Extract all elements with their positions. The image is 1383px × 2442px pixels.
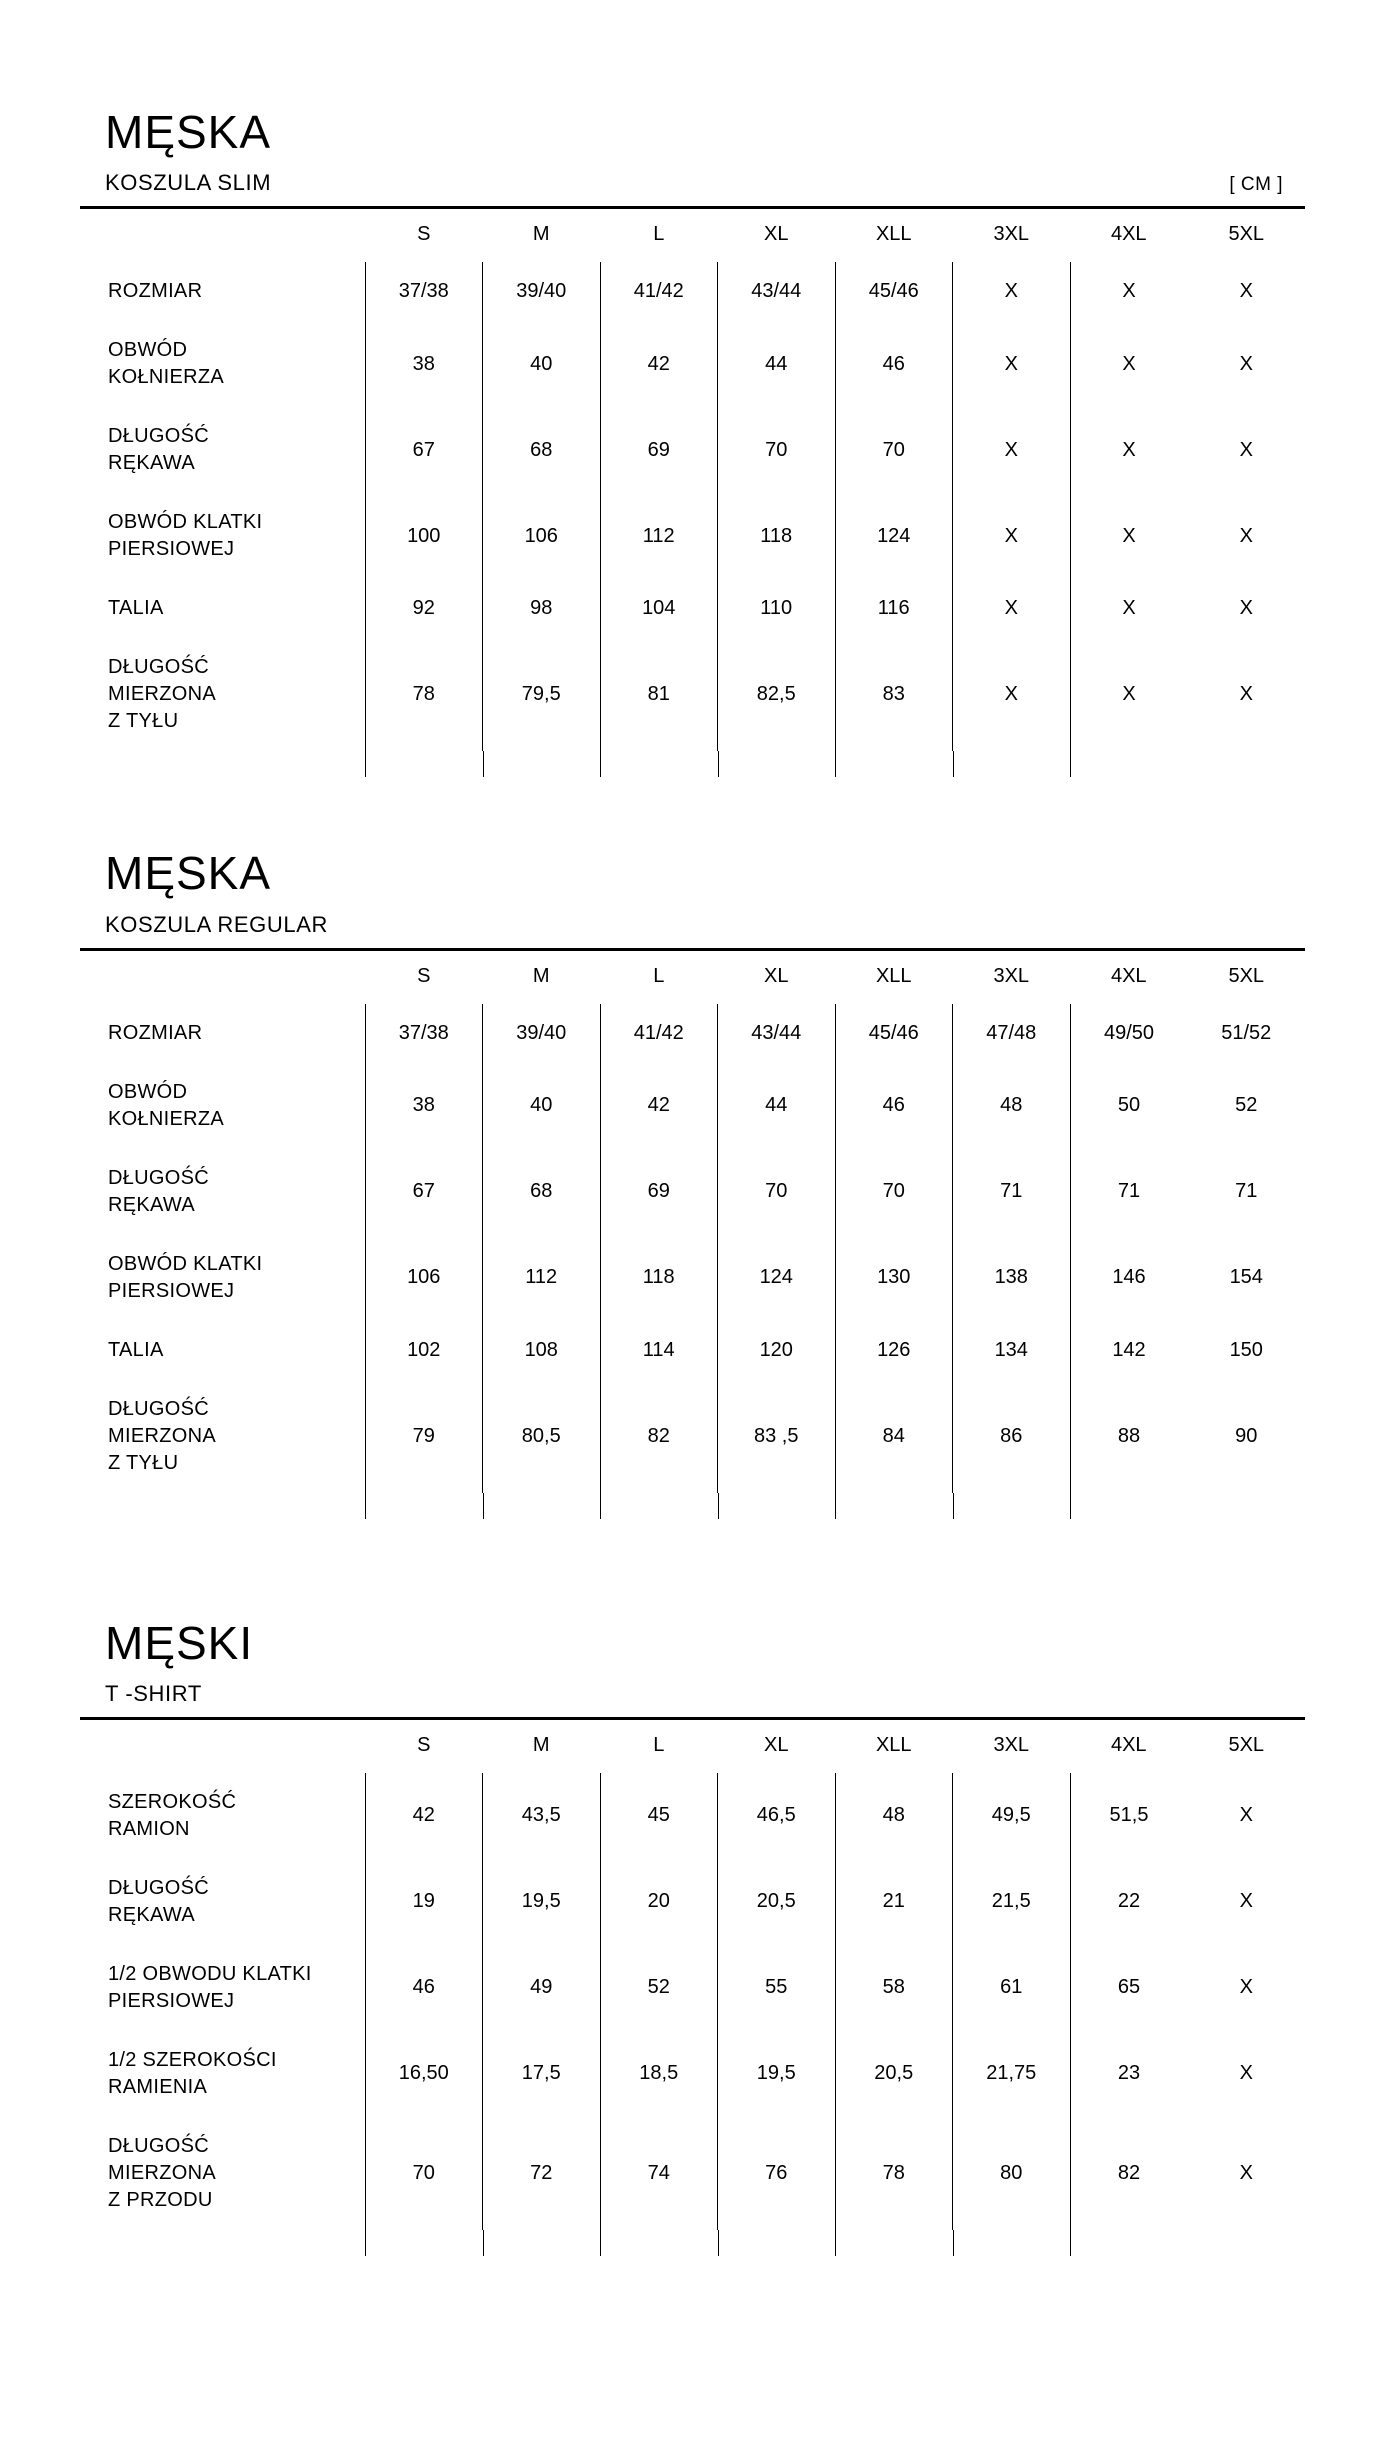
table-row <box>80 1945 1305 2031</box>
column-header: 3XL <box>953 1718 1071 1773</box>
table-cell: 114 <box>600 1321 718 1380</box>
column-header: M <box>483 949 601 1004</box>
table-cell: 90 <box>1235 1424 1258 1447</box>
table-cell: 68 <box>483 1149 601 1235</box>
table-cell: 44 <box>718 321 836 407</box>
row-label: DŁUGOŚĆ MIERZONA Z PRZODU <box>108 2134 216 2211</box>
table-cell: 69 <box>600 407 718 493</box>
table-cell: X <box>1070 321 1188 407</box>
table-cell: 49 <box>483 1945 601 2031</box>
table-cell: 19,5 <box>718 2031 836 2117</box>
table-cell: 130 <box>835 1235 953 1321</box>
table-cell: 46 <box>365 1945 483 2031</box>
subtitle-regular: KOSZULA REGULAR <box>105 911 328 937</box>
table-cell: 92 <box>365 579 483 638</box>
table-cell: 49,5 <box>953 1773 1071 1859</box>
table-cell: 106 <box>365 1235 483 1321</box>
row-label: DŁUGOŚĆ MIERZONA Z TYŁU <box>108 1397 216 1474</box>
table-cell: 126 <box>835 1321 953 1380</box>
table-header-row <box>80 208 1305 263</box>
table-cell: 38 <box>365 321 483 407</box>
table-cell: 110 <box>718 579 836 638</box>
table-cell: 65 <box>1070 1945 1188 2031</box>
table-cell: X <box>1239 1804 1253 1827</box>
column-header: XL <box>718 208 836 263</box>
table-row <box>80 1773 1305 1859</box>
table-cell: X <box>1239 2062 1253 2085</box>
table-cell: 44 <box>718 1063 836 1149</box>
table-cell: 83 ,5 <box>718 1380 836 1493</box>
table-cell: 43/44 <box>718 262 836 321</box>
table-cell: 40 <box>483 1063 601 1149</box>
subtitle-slim: KOSZULA SLIM <box>105 170 272 196</box>
table-cell: 120 <box>718 1321 836 1380</box>
table-cell: 52 <box>600 1945 718 2031</box>
subtitle-row-tshirt <box>105 1681 1303 1707</box>
table-row <box>80 1859 1305 1945</box>
table-cell: 69 <box>600 1149 718 1235</box>
table-cell: X <box>953 262 1071 321</box>
table-cell: 49/50 <box>1070 1004 1188 1063</box>
table-cell: 154 <box>1229 1266 1263 1289</box>
table-row <box>80 579 1305 638</box>
table-cell: X <box>953 407 1071 493</box>
column-header: XL <box>718 1718 836 1773</box>
row-label: DŁUGOŚĆ RĘKAWA <box>108 425 210 475</box>
column-header: XLL <box>835 208 953 263</box>
table-cell: 20,5 <box>835 2031 953 2117</box>
column-header: XLL <box>835 1718 953 1773</box>
table-cell: 70 <box>835 1149 953 1235</box>
table-cell: X <box>1070 579 1188 638</box>
table-cell: 118 <box>600 1235 718 1321</box>
table-cell: 82 <box>600 1380 718 1493</box>
column-header: 5XL <box>1188 949 1306 1004</box>
table-cell: 118 <box>718 493 836 579</box>
table-row <box>80 638 1305 751</box>
table-cell: X <box>1070 638 1188 751</box>
table-cell: 84 <box>835 1380 953 1493</box>
table-cell: X <box>1239 280 1253 303</box>
table-cell: 20 <box>600 1859 718 1945</box>
row-label: 1/2 OBWODU KLATKI PIERSIOWEJ <box>108 1962 312 2012</box>
bottom-spacer <box>80 2256 1303 2316</box>
table-cell: X <box>953 638 1071 751</box>
table-cell: X <box>1239 2161 1253 2184</box>
table-cell: 51,5 <box>1070 1773 1188 1859</box>
table-cell: 108 <box>483 1321 601 1380</box>
table-cell: 38 <box>365 1063 483 1149</box>
row-label: SZEROKOŚĆ RAMION <box>108 1790 237 1840</box>
table-row <box>80 2117 1305 2230</box>
table-cell: 42 <box>600 321 718 407</box>
table-regular <box>80 948 1305 1493</box>
table-cell: 41/42 <box>600 262 718 321</box>
column-header: XL <box>718 949 836 1004</box>
column-header: 4XL <box>1070 208 1188 263</box>
table-cell: 70 <box>365 2117 483 2230</box>
table-cell: 21 <box>835 1859 953 1945</box>
table-cell: 50 <box>1070 1063 1188 1149</box>
table-cell: 80,5 <box>483 1380 601 1493</box>
table-cell: 22 <box>1070 1859 1188 1945</box>
column-header: M <box>483 208 601 263</box>
table-cell: 116 <box>835 579 953 638</box>
column-header: 5XL <box>1188 1718 1306 1773</box>
column-header: 4XL <box>1070 949 1188 1004</box>
row-label: DŁUGOŚĆ RĘKAWA <box>108 1876 210 1926</box>
table-cell: 86 <box>953 1380 1071 1493</box>
table-cell: 82 <box>1070 2117 1188 2230</box>
table-cell: 104 <box>600 579 718 638</box>
table-cell: 100 <box>365 493 483 579</box>
table-cell: 81 <box>600 638 718 751</box>
column-header: S <box>365 949 483 1004</box>
table-cell: 46,5 <box>718 1773 836 1859</box>
table-cell: 72 <box>483 2117 601 2230</box>
table-cell: X <box>1239 352 1253 375</box>
row-label: OBWÓD KLATKI PIERSIOWEJ <box>108 1252 263 1302</box>
table-body-slim <box>80 262 1305 751</box>
table-cell: 45/46 <box>835 262 953 321</box>
table-cell: 112 <box>483 1235 601 1321</box>
table-tshirt <box>80 1717 1305 2230</box>
table-cell: 78 <box>835 2117 953 2230</box>
table-cell: X <box>1239 1976 1253 1999</box>
table-cell: 42 <box>600 1063 718 1149</box>
row-label: DŁUGOŚĆ MIERZONA Z TYŁU <box>108 656 216 733</box>
table-cell: 21,5 <box>953 1859 1071 1945</box>
table-header-row <box>80 1718 1305 1773</box>
table-body-tshirt <box>80 1773 1305 2230</box>
table-body-regular <box>80 1004 1305 1493</box>
table-cell: 43,5 <box>483 1773 601 1859</box>
row-label: ROZMIAR <box>108 280 203 303</box>
table-cell: 19 <box>365 1859 483 1945</box>
table-cell: 98 <box>483 579 601 638</box>
table-cell: 47/48 <box>953 1004 1071 1063</box>
table-cell: 67 <box>365 407 483 493</box>
unit-label: [ CM ] <box>1229 174 1283 196</box>
table-cell: 19,5 <box>483 1859 601 1945</box>
page-title-regular: MĘSKA <box>105 847 272 900</box>
table-tail-rules-regular <box>80 1493 1304 1519</box>
table-cell: 20,5 <box>718 1859 836 1945</box>
row-label: TALIA <box>108 597 164 620</box>
row-label: OBWÓD KOŁNIERZA <box>108 339 225 389</box>
table-cell: 39/40 <box>483 262 601 321</box>
table-cell: 79 <box>365 1380 483 1493</box>
column-header: M <box>483 1718 601 1773</box>
table-cell: 82,5 <box>718 638 836 751</box>
table-cell: 138 <box>953 1235 1071 1321</box>
table-cell: 134 <box>953 1321 1071 1380</box>
table-cell: X <box>1239 1890 1253 1913</box>
table-cell: 70 <box>718 407 836 493</box>
table-cell: 71 <box>1235 1180 1258 1203</box>
table-cell: 46 <box>835 321 953 407</box>
column-header <box>80 949 365 1004</box>
table-cell: 80 <box>953 2117 1071 2230</box>
table-row <box>80 1063 1305 1149</box>
table-row <box>80 2031 1305 2117</box>
table-cell: X <box>1070 262 1188 321</box>
table-row <box>80 493 1305 579</box>
table-row <box>80 1321 1305 1380</box>
table-cell: 67 <box>365 1149 483 1235</box>
table-cell: 17,5 <box>483 2031 601 2117</box>
table-cell: X <box>953 579 1071 638</box>
table-cell: 124 <box>835 493 953 579</box>
table-cell: X <box>953 321 1071 407</box>
column-header: S <box>365 208 483 263</box>
table-cell: 16,50 <box>365 2031 483 2117</box>
table-cell: X <box>953 493 1071 579</box>
table-cell: X <box>1070 407 1188 493</box>
row-label: OBWÓD KOŁNIERZA <box>108 1080 225 1130</box>
table-cell: 61 <box>953 1945 1071 2031</box>
row-label: 1/2 SZEROKOŚCI RAMIENIA <box>108 2048 277 2098</box>
table-cell: 71 <box>953 1149 1071 1235</box>
table-cell: X <box>1239 683 1253 706</box>
table-cell: 79,5 <box>483 638 601 751</box>
table-cell: 78 <box>365 638 483 751</box>
table-cell: 39/40 <box>483 1004 601 1063</box>
table-cell: 70 <box>718 1149 836 1235</box>
size-table-section-regular <box>80 777 1303 1518</box>
subtitle-row-regular <box>105 912 1303 938</box>
table-cell: X <box>1239 438 1253 461</box>
table-cell: 58 <box>835 1945 953 2031</box>
table-cell: 55 <box>718 1945 836 2031</box>
size-table-section-tshirt <box>80 1519 1303 2316</box>
table-cell: X <box>1070 493 1188 579</box>
table-cell: 112 <box>600 493 718 579</box>
table-cell: 52 <box>1235 1094 1258 1117</box>
table-head-tshirt <box>80 1718 1305 1773</box>
size-table-section-slim <box>80 0 1303 777</box>
column-header: L <box>600 1718 718 1773</box>
table-cell: 43/44 <box>718 1004 836 1063</box>
table-cell: 71 <box>1070 1149 1188 1235</box>
table-cell: 45 <box>600 1773 718 1859</box>
subtitle-row-slim <box>105 170 1303 196</box>
table-slim <box>80 206 1305 751</box>
page-title-tshirt: MĘSKI <box>105 1616 254 1669</box>
table-cell: 106 <box>483 493 601 579</box>
column-header: L <box>600 208 718 263</box>
table-row <box>80 321 1305 407</box>
table-tail-rules-tshirt <box>80 2230 1304 2256</box>
table-cell: 70 <box>835 407 953 493</box>
table-cell: 42 <box>365 1773 483 1859</box>
table-cell: 76 <box>718 2117 836 2230</box>
row-label: DŁUGOŚĆ RĘKAWA <box>108 1166 210 1216</box>
column-header: 3XL <box>953 208 1071 263</box>
row-label: OBWÓD KLATKI PIERSIOWEJ <box>108 511 263 561</box>
table-head-slim <box>80 208 1305 263</box>
table-cell: 88 <box>1070 1380 1188 1493</box>
row-label: ROZMIAR <box>108 1021 203 1044</box>
table-cell: 146 <box>1070 1235 1188 1321</box>
table-cell: 48 <box>835 1773 953 1859</box>
column-header: S <box>365 1718 483 1773</box>
row-label: TALIA <box>108 1338 164 1361</box>
column-header: 3XL <box>953 949 1071 1004</box>
table-cell: X <box>1239 524 1253 547</box>
table-header-row <box>80 949 1305 1004</box>
table-cell: 124 <box>718 1235 836 1321</box>
subtitle-tshirt: T -SHIRT <box>105 1680 202 1706</box>
column-header: XLL <box>835 949 953 1004</box>
column-header: L <box>600 949 718 1004</box>
table-cell: 51/52 <box>1221 1021 1272 1044</box>
table-cell: 46 <box>835 1063 953 1149</box>
table-cell: 21,75 <box>953 2031 1071 2117</box>
table-cell: 68 <box>483 407 601 493</box>
table-cell: 41/42 <box>600 1004 718 1063</box>
table-head-regular <box>80 949 1305 1004</box>
table-row <box>80 1149 1305 1235</box>
table-cell: 40 <box>483 321 601 407</box>
column-header <box>80 1718 365 1773</box>
table-cell: 37/38 <box>365 1004 483 1063</box>
table-cell: 83 <box>835 638 953 751</box>
table-row <box>80 1380 1305 1493</box>
table-cell: X <box>1239 597 1253 620</box>
column-header: 4XL <box>1070 1718 1188 1773</box>
table-cell: 74 <box>600 2117 718 2230</box>
table-cell: 45/46 <box>835 1004 953 1063</box>
table-row <box>80 1235 1305 1321</box>
table-row <box>80 1004 1305 1063</box>
table-cell: 142 <box>1070 1321 1188 1380</box>
table-row <box>80 407 1305 493</box>
table-cell: 18,5 <box>600 2031 718 2117</box>
column-header: 5XL <box>1188 208 1306 263</box>
table-tail-rules-slim <box>80 751 1304 777</box>
table-cell: 23 <box>1070 2031 1188 2117</box>
table-cell: 102 <box>365 1321 483 1380</box>
column-header <box>80 208 365 263</box>
table-cell: 48 <box>953 1063 1071 1149</box>
page-title-slim: MĘSKA <box>105 106 272 158</box>
table-cell: 150 <box>1229 1338 1263 1361</box>
table-cell: 37/38 <box>365 262 483 321</box>
table-row <box>80 262 1305 321</box>
